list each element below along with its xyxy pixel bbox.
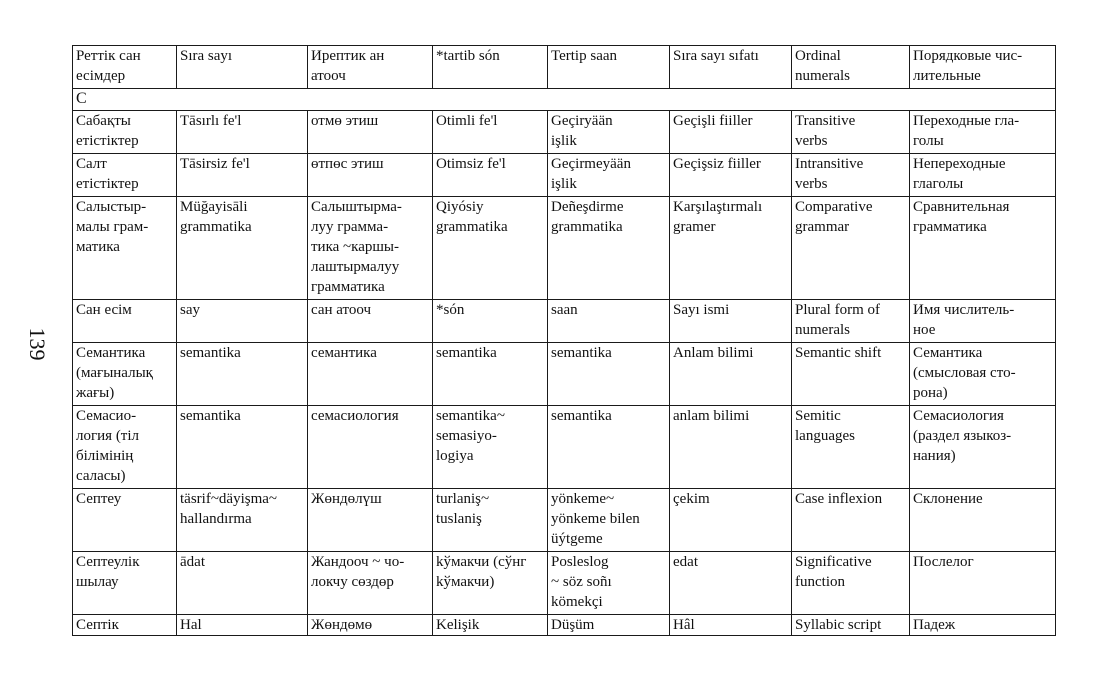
cell-line: täsrif~däyişma~	[180, 491, 278, 507]
cell-line: етістіктер	[76, 133, 139, 149]
table-cell	[670, 406, 792, 489]
cell-line: grammatika	[436, 219, 508, 235]
table-cell	[433, 300, 548, 343]
cell-line: семантика	[311, 345, 377, 361]
table-cell	[670, 197, 792, 300]
table-cell	[910, 615, 1056, 636]
table-cell	[548, 406, 670, 489]
cell-line: рона)	[913, 385, 948, 401]
cell-line: kўмакчи)	[436, 574, 495, 590]
header-row	[73, 46, 1056, 89]
cell-line: *són	[436, 302, 465, 318]
cell-line: Семантика	[913, 345, 983, 361]
table-cell	[670, 300, 792, 343]
cell-line: Жөндөлүш	[311, 491, 382, 507]
cell-line: semantika	[180, 345, 241, 361]
cell-line: Tertip saan	[551, 48, 618, 64]
cell-line: Karşılaştırmalı	[673, 199, 763, 215]
cell-line: Семантика	[76, 345, 146, 361]
cell-line: есімдер	[76, 68, 126, 84]
cell-line: gramer	[673, 219, 716, 235]
table-cell	[548, 552, 670, 615]
table-cell	[177, 300, 308, 343]
table-cell	[177, 111, 308, 154]
cell-line: Жөндөмө	[311, 617, 373, 633]
cell-line: Qiyósiy	[436, 199, 484, 215]
cell-line: turlaniş~	[436, 491, 490, 507]
table-cell	[910, 197, 1056, 300]
table-cell	[548, 489, 670, 552]
cell-line: Sıra sayı	[180, 48, 233, 64]
cell-line: çekim	[673, 491, 710, 507]
cell-line: Hâl	[673, 617, 695, 633]
table-cell	[308, 111, 433, 154]
table-row	[73, 300, 1056, 343]
cell-line: Case inflexion	[795, 491, 883, 507]
cell-line: матика	[76, 239, 120, 255]
table-cell	[433, 111, 548, 154]
cell-line: Düşüm	[551, 617, 595, 633]
column-header	[177, 46, 308, 89]
table-row	[73, 489, 1056, 552]
table-cell	[73, 154, 177, 197]
cell-line: Септік	[76, 617, 119, 633]
table-row	[73, 197, 1056, 300]
cell-line: yönkeme~	[551, 491, 615, 507]
column-header	[548, 46, 670, 89]
cell-line: глаголы	[913, 176, 964, 192]
cell-line: numerals	[795, 68, 850, 84]
table-cell	[792, 406, 910, 489]
cell-line: Сравнительная	[913, 199, 1010, 215]
cell-line: Сабақты	[76, 113, 131, 129]
table-cell	[308, 489, 433, 552]
cell-line: луу грамма-	[311, 219, 389, 235]
cell-line: саласы)	[76, 468, 126, 484]
cell-line: Otimli fe'l	[436, 113, 498, 129]
cell-line: Салт	[76, 156, 107, 172]
table-cell	[548, 154, 670, 197]
table-cell	[792, 615, 910, 636]
cell-line: işlik	[551, 176, 577, 192]
cell-line: Semantic shift	[795, 345, 882, 361]
table-cell	[792, 552, 910, 615]
cell-line: шылау	[76, 574, 119, 590]
table-cell	[73, 197, 177, 300]
table-cell	[73, 552, 177, 615]
page-number: 139	[25, 327, 50, 361]
table-cell	[670, 615, 792, 636]
table-cell	[177, 552, 308, 615]
cell-line: Kelişik	[436, 617, 480, 633]
table-cell	[670, 343, 792, 406]
table-cell	[73, 343, 177, 406]
cell-line: грамматика	[311, 279, 385, 295]
table-cell	[670, 489, 792, 552]
cell-line: semantika	[551, 345, 612, 361]
cell-line: малы грам-	[76, 219, 149, 235]
table-cell	[308, 300, 433, 343]
glossary-table	[72, 45, 1056, 636]
table-cell	[548, 343, 670, 406]
table-row	[73, 111, 1056, 154]
table-cell	[910, 343, 1056, 406]
section-letter-row	[73, 89, 1056, 111]
cell-line: Geçiryään	[551, 113, 613, 129]
cell-line: işlik	[551, 133, 577, 149]
cell-line: kўмакчи (сўнг	[436, 554, 527, 570]
cell-line: жағы)	[76, 385, 115, 401]
table-cell	[177, 197, 308, 300]
cell-line: grammatika	[551, 219, 623, 235]
cell-line: Септеулік	[76, 554, 140, 570]
cell-line: numerals	[795, 322, 850, 338]
cell-line: Семасиология	[913, 408, 1004, 424]
table-cell	[308, 552, 433, 615]
cell-line: semantika	[551, 408, 612, 424]
cell-line: нания)	[913, 448, 956, 464]
cell-line: saan	[551, 302, 578, 318]
table-cell	[433, 343, 548, 406]
cell-line: Tāsırlı fe'l	[180, 113, 242, 129]
table-cell	[792, 197, 910, 300]
table-cell	[433, 552, 548, 615]
section-letter: C	[73, 89, 1056, 111]
cell-line: Салыштырма-	[311, 199, 402, 215]
cell-line: білімінің	[76, 448, 134, 464]
cell-line: лаштырмалуу	[311, 259, 400, 275]
cell-line: grammar	[795, 219, 850, 235]
cell-line: грамматика	[913, 219, 987, 235]
cell-line: Otimsiz fe'l	[436, 156, 506, 172]
table-cell	[308, 406, 433, 489]
table-cell	[433, 197, 548, 300]
table-cell	[548, 615, 670, 636]
table-cell	[910, 489, 1056, 552]
cell-line: Geçirmeyään	[551, 156, 631, 172]
cell-line: Deñeşdirme	[551, 199, 624, 215]
table-cell	[433, 154, 548, 197]
table-cell	[792, 343, 910, 406]
table-cell	[548, 111, 670, 154]
cell-line: ное	[913, 322, 936, 338]
cell-line: semantika	[180, 408, 241, 424]
cell-line: verbs	[795, 133, 828, 149]
cell-line: атооч	[311, 68, 346, 84]
cell-line: (раздел языкоз-	[913, 428, 1012, 444]
column-header	[73, 46, 177, 89]
table-cell	[73, 489, 177, 552]
table-cell	[308, 615, 433, 636]
cell-line: өтпөс этиш	[311, 156, 384, 172]
cell-line: üýtgeme	[551, 531, 603, 547]
cell-line: semantika	[436, 345, 497, 361]
table-row	[73, 552, 1056, 615]
cell-line: сан атооч	[311, 302, 372, 318]
cell-line: Склонение	[913, 491, 983, 507]
column-header	[433, 46, 548, 89]
cell-line: hallandırma	[180, 511, 252, 527]
column-header	[670, 46, 792, 89]
cell-line: Posleslog	[551, 554, 609, 570]
cell-line: Intransitive	[795, 156, 864, 172]
table-cell	[73, 111, 177, 154]
cell-line: тика ~каршы-	[311, 239, 400, 255]
table-cell	[177, 154, 308, 197]
table-cell	[308, 154, 433, 197]
table-cell	[308, 343, 433, 406]
cell-line: Септеу	[76, 491, 122, 507]
table-cell	[792, 111, 910, 154]
table-cell	[433, 406, 548, 489]
table-cell	[548, 300, 670, 343]
table-cell	[670, 154, 792, 197]
table-cell	[73, 615, 177, 636]
table-row	[73, 343, 1056, 406]
table-cell	[910, 552, 1056, 615]
cell-line: Имя числитель-	[913, 302, 1015, 318]
table-row	[73, 406, 1056, 489]
cell-line: Непереходные	[913, 156, 1006, 172]
cell-line: semasiyo-	[436, 428, 497, 444]
cell-line: Жандооч ~ чо-	[311, 554, 405, 570]
cell-line: Sıra sayı sıfatı	[673, 48, 759, 64]
table-cell	[177, 489, 308, 552]
cell-line: Ordinal	[795, 48, 841, 64]
column-header	[910, 46, 1056, 89]
cell-line: logiya	[436, 448, 474, 464]
cell-line: Реттік сан	[76, 48, 141, 64]
table-cell	[910, 154, 1056, 197]
table-cell	[792, 489, 910, 552]
cell-line: Müğayisāli	[180, 199, 248, 215]
table-cell	[792, 300, 910, 343]
table-cell	[177, 615, 308, 636]
cell-line: Сан есім	[76, 302, 132, 318]
cell-line: yönkeme bilen	[551, 511, 640, 527]
cell-line: Hal	[180, 617, 202, 633]
cell-line: verbs	[795, 176, 828, 192]
cell-line: ~ söz soñı	[551, 574, 612, 590]
table-cell	[177, 406, 308, 489]
table-row	[73, 615, 1056, 636]
table-cell	[433, 489, 548, 552]
cell-line: edat	[673, 554, 698, 570]
cell-line: *tartib són	[436, 48, 500, 64]
cell-line: Порядковые чис-	[913, 48, 1023, 64]
cell-line: Transitive	[795, 113, 856, 129]
cell-line: Geçişli fiiller	[673, 113, 753, 129]
cell-line: логия (тіл	[76, 428, 140, 444]
cell-line: Салыстыр-	[76, 199, 147, 215]
cell-line: tuslaniş	[436, 511, 482, 527]
cell-line: лительные	[913, 68, 981, 84]
cell-line: ādat	[180, 554, 205, 570]
cell-line: anlam bilimi	[673, 408, 750, 424]
table-row	[73, 154, 1056, 197]
cell-line: Послелог	[913, 554, 974, 570]
cell-line: Семасио-	[76, 408, 137, 424]
column-header	[792, 46, 910, 89]
cell-line: Plural form of	[795, 302, 880, 318]
cell-line: етістіктер	[76, 176, 139, 192]
cell-line: Ирептик ан	[311, 48, 385, 64]
table-cell	[910, 406, 1056, 489]
cell-line: Anlam bilimi	[673, 345, 754, 361]
table-cell	[910, 300, 1056, 343]
cell-line: grammatika	[180, 219, 252, 235]
table-cell	[73, 406, 177, 489]
cell-line: semantika~	[436, 408, 505, 424]
column-header	[308, 46, 433, 89]
table-cell	[308, 197, 433, 300]
cell-line: Comparative	[795, 199, 873, 215]
cell-line: function	[795, 574, 845, 590]
cell-line: отмө этиш	[311, 113, 379, 129]
cell-line: голы	[913, 133, 944, 149]
cell-line: Geçişsiz fiiller	[673, 156, 761, 172]
cell-line: Significative	[795, 554, 872, 570]
table-cell	[670, 111, 792, 154]
cell-line: Syllabic script	[795, 617, 882, 633]
cell-line: (смысловая сто-	[913, 365, 1016, 381]
table-cell	[910, 111, 1056, 154]
cell-line: Semitic	[795, 408, 841, 424]
cell-line: Падеж	[913, 617, 956, 633]
table-cell	[177, 343, 308, 406]
table-cell	[792, 154, 910, 197]
cell-line: Переходные гла-	[913, 113, 1020, 129]
table-cell	[73, 300, 177, 343]
cell-line: Tāsirsiz fe'l	[180, 156, 250, 172]
cell-line: say	[180, 302, 200, 318]
table-cell	[433, 615, 548, 636]
cell-line: локчу сөздөр	[311, 574, 394, 590]
cell-line: Sayı ismi	[673, 302, 730, 318]
cell-line: kömekçi	[551, 594, 603, 610]
cell-line: languages	[795, 428, 855, 444]
cell-line: (мағыналық	[76, 365, 153, 381]
cell-line: семасиология	[311, 408, 399, 424]
table-cell	[548, 197, 670, 300]
table-cell	[670, 552, 792, 615]
